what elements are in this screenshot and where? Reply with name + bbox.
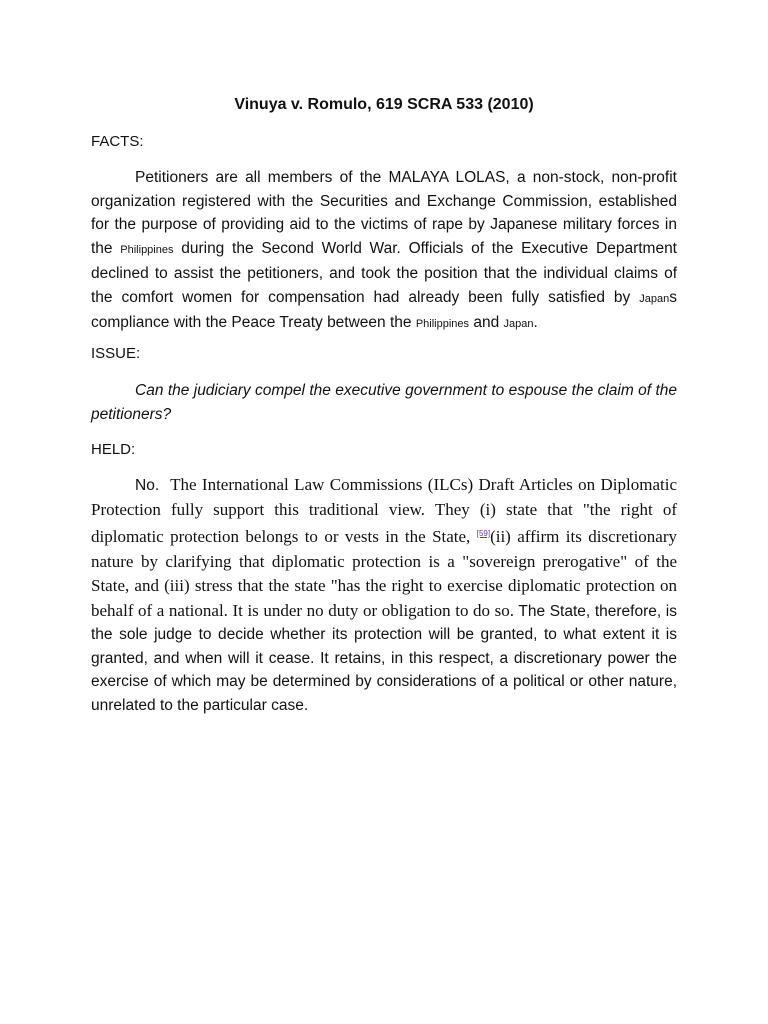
facts-philippines-2: Philippines <box>415 318 470 330</box>
facts-text-1: Petitioners are all members of the MALAYA LOLAS, a non-stock, non-profit organization registered with the Securities and Exchange Commission, established for the purpose of providing aid to the victims of rape by Japanese military forces in the <box>91 169 677 257</box>
facts-text-2: during the Second World War. Officials of the Executive Department declined to assist the petitioners, and took the position that the individual claims of the comfort women for compensation had already been fully satisfied by <box>91 239 677 306</box>
case-title: Vinuya v. Romulo, 619 SCRA 533 (2010) <box>234 96 534 113</box>
held-no: No. <box>135 477 160 494</box>
issue-heading: ISSUE: <box>91 345 141 362</box>
facts-philippines-1: Philippines <box>120 243 174 256</box>
held-heading: HELD: <box>91 441 136 458</box>
facts-text-4: and <box>469 314 504 331</box>
held-serif-text: The International Law Commissions (ILCs) Draft Articles on Diplomatic Protection fully support this traditional view. They (i) state that "the right of diplomatic protection belongs to or vests in the State, <box>91 475 677 547</box>
held-sans-text: The State, therefore, is the sole judge to decide whether its protection will be granted, to what extent it is granted, and when will it cease. It retains, in this respect, a discretionary power the exercise of which may be determined by considerations of a political or other nature, unrelated to the particular case. <box>91 602 677 714</box>
held-serif-text-2: (ii) affirm its discretionary nature by clarifying that diplomatic protection is a "sovereign prerogative" of the State, and (iii) stress that the state "has the right to exercise diplomatic protection on behalf of a national. It is under no duty or obligation to do so. <box>91 527 677 620</box>
facts-paragraph <box>91 166 677 337</box>
facts-japan-2: Japan <box>503 318 534 330</box>
held-paragraph <box>91 473 677 717</box>
issue-text: Can the judiciary compel the executive government to espouse the claim of the petitioners? <box>91 382 677 423</box>
issue-paragraph <box>91 379 677 426</box>
facts-text-5: . <box>533 314 538 331</box>
facts-japan-1: Japan <box>639 292 670 305</box>
footnote-59-link[interactable]: [59] <box>476 529 491 538</box>
facts-heading: FACTS: <box>91 133 144 150</box>
facts-text-3: s compliance with the Peace Treaty between the <box>91 288 677 331</box>
